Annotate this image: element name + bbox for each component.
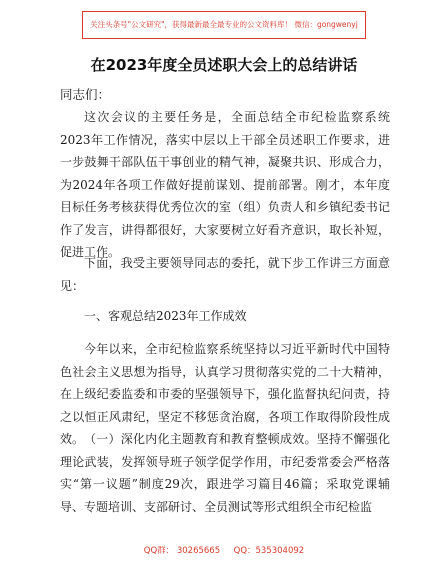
promo-text: 关注头条号"公文研究"，获得最新最全最专业的公文资料库！ 微信：gongwenyj [90, 20, 358, 29]
salutation: 同志们： [60, 87, 111, 102]
paragraph-summary: 今年以来，全市纪检监察系统坚持以习近平新时代中国特色社会主义思想为指导，认真学习贯彻落实党的二十大精神，在上级纪委监委和市委的坚强领导下，强化监督执纪问责，持之以恒正风肃纪，坚定不移惩贪治腐，各项工作取得阶段性成效。 [60, 342, 390, 446]
section-heading: 一、客观总结2023年工作成效 [84, 309, 247, 323]
document-title: 在2023年度全员述职大会上的总结讲话 [90, 56, 358, 74]
promo-banner [82, 11, 366, 39]
paragraph-intro: 这次会议的主要任务是，全面总结全市纪检监察系统2023年工作情况，落实中层以上干部全员述职工作要求，进一步鼓舞干部队伍干事创业的精气神，凝聚共识、形成合力，为2024年各项工作做好提前谋划、提前部署。刚才，本年度目标任务考核获得优秀位次的室（组）负责人和乡镇纪委书记作了发言，讲得都很好，大家要树立好看齐意识，取长补短，促进工作。 [60, 110, 390, 259]
footer-contact: QQ群： 30265665 QQ：535304092 [143, 546, 305, 556]
paragraph-outline: 下面，我受主要领导同志的委托，就下步工作讲三方面意见： [60, 256, 390, 293]
paragraph-subsection-1: （一）深化内化主题教育和教育整顿成效。坚持不懈强化理论武装，发挥领导班子领学促学作用，市纪委常委会严格落实“第一议题”制度29次，跟进学习篇目46篇；采取党课辅导、专题培训、支部研讨、全员测试等形式组织全市纪检监 [60, 432, 390, 514]
